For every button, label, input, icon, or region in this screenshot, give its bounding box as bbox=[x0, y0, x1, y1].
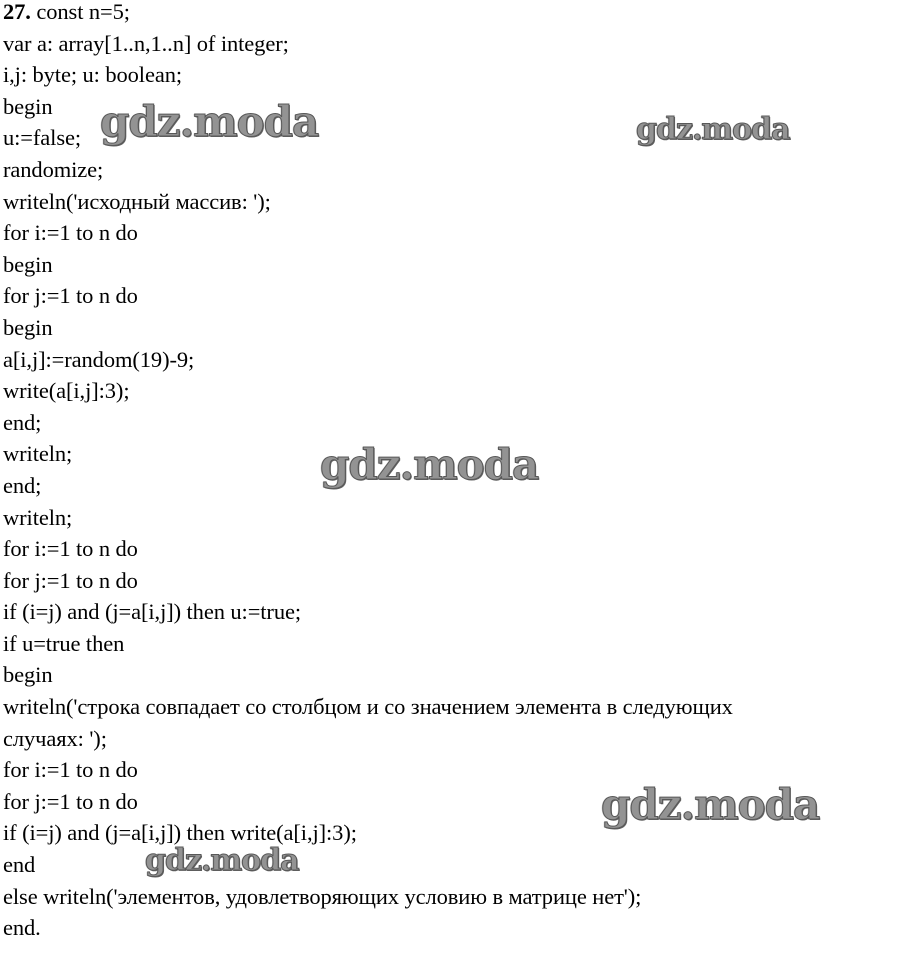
code-line-24: случаях: '); bbox=[3, 725, 107, 751]
code-line-19: for j:=1 to n do bbox=[3, 567, 138, 593]
watermark-1: gdz.moda bbox=[100, 97, 319, 146]
code-line-25: for i:=1 to n do bbox=[3, 757, 138, 783]
code-line-10: for j:=1 to n do bbox=[3, 283, 138, 309]
watermark-5: gdz.moda bbox=[145, 843, 299, 878]
code-line-8: for i:=1 to n do bbox=[3, 220, 138, 246]
code-line-3: i,j: byte; u: boolean; bbox=[3, 62, 183, 88]
code-line-18: for i:=1 to n do bbox=[3, 536, 138, 562]
code-line-13: write(a[i,j]:3); bbox=[3, 378, 130, 404]
code-line-6: randomize; bbox=[3, 156, 104, 182]
code-line-29: else writeln('элементов, удовлетворяющих условию в матрице нет'); bbox=[3, 883, 642, 909]
code-line-28: end bbox=[3, 852, 36, 878]
code-document bbox=[3, 0, 902, 944]
code-line-7: writeln('исходный массив: '); bbox=[3, 188, 271, 214]
code-line-30: end. bbox=[3, 915, 41, 941]
watermark-2: gdz.moda bbox=[636, 112, 790, 147]
code-line-4: begin bbox=[3, 93, 53, 119]
code-line-12: a[i,j]:=random(19)-9; bbox=[3, 346, 195, 372]
code-line-23: writeln('строка совпадает со столбцом и со значением элемента в следующих bbox=[3, 694, 733, 720]
watermark-3: gdz.moda bbox=[320, 440, 539, 489]
code-line-21: if u=true then bbox=[3, 630, 125, 656]
code-line-27: if (i=j) and (j=a[i,j]) then write(a[i,j]:3); bbox=[3, 820, 357, 846]
code-line-22: begin bbox=[3, 662, 53, 688]
watermark-4: gdz.moda bbox=[601, 780, 820, 829]
code-line-20: if (i=j) and (j=a[i,j]) then u:=true; bbox=[3, 599, 302, 625]
code-line-17: writeln; bbox=[3, 504, 73, 530]
code-line-2: var a: array[1..n,1..n] of integer; bbox=[3, 30, 289, 56]
code-line-11: begin bbox=[3, 314, 53, 340]
code-line-16: end; bbox=[3, 472, 42, 498]
code-line-1 bbox=[3, 0, 902, 28]
code-line-1-text: const n=5; bbox=[30, 0, 130, 24]
problem-number: 27. bbox=[3, 0, 31, 24]
code-line-15: writeln; bbox=[3, 441, 73, 467]
code-line-14: end; bbox=[3, 409, 42, 435]
code-line-5: u:=false; bbox=[3, 125, 82, 151]
code-line-26: for j:=1 to n do bbox=[3, 788, 138, 814]
code-line-9: begin bbox=[3, 251, 53, 277]
